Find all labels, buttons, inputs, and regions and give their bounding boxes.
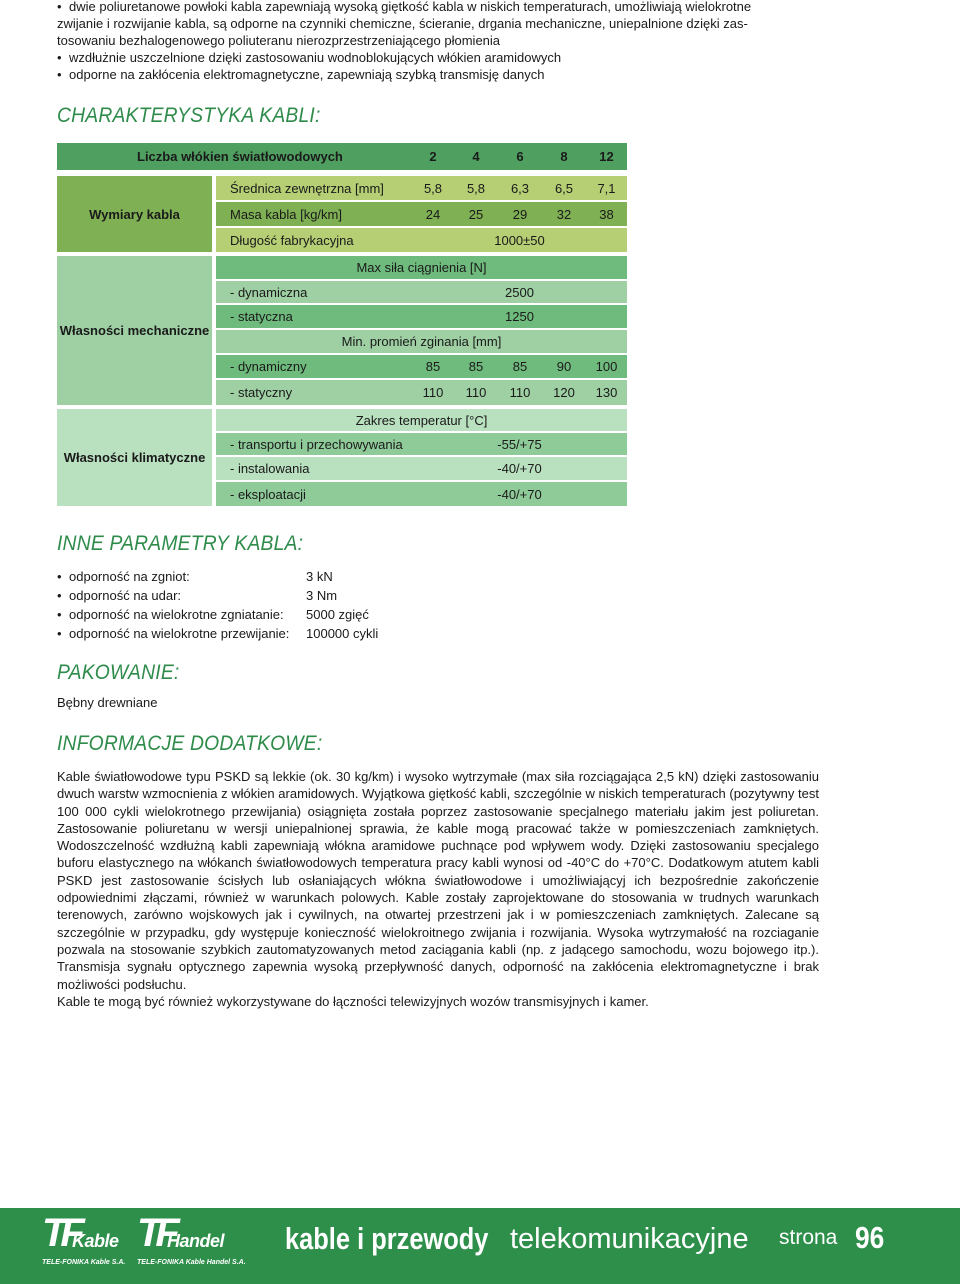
table-cell: 32 (556, 206, 572, 222)
fiber-count: 2 (429, 149, 437, 164)
param-value: 3 kN (306, 569, 333, 584)
group-dimensions: Wymiary kabla (57, 176, 212, 252)
table-cell: 7,1 (597, 180, 616, 196)
param-label: odporność na udar: (69, 588, 182, 603)
row-label: Masa kabla [kg/km] (230, 206, 342, 222)
table-cell: 110 (465, 385, 487, 400)
table-cell: 85 (425, 359, 441, 374)
param-value: 5000 zgięć (306, 607, 369, 622)
page-indicator (779, 1220, 885, 1255)
page-label: strona (779, 1226, 838, 1249)
logo-name: Handel (167, 1231, 225, 1251)
list-item: • dwie poliuretanowe powłoki kabla zapewniają wysoką giętkość kabla w niskich temperaturach, umożliwiają wielokrotne (57, 0, 777, 15)
logo-mark: TF (42, 1211, 79, 1255)
table-cell: 5,8 (466, 180, 486, 196)
table-cell: 2500 (505, 284, 534, 300)
bend-radius-subheader: Min. promień zginania [mm] (216, 330, 627, 353)
table-cell: -40/+70 (497, 461, 542, 476)
table-cell: 38 (599, 206, 614, 222)
packaging-text: Bębny drewniane (57, 695, 158, 710)
table-cell: 1000±50 (494, 232, 545, 248)
table-cell: 29 (512, 206, 528, 222)
row-label: - statyczna (230, 309, 293, 324)
table-cell: 110 (509, 385, 531, 400)
param-label: odporność na wielokrotne przewijanie: (69, 626, 290, 641)
other-params-heading: INNE PARAMETRY KABLA: (57, 532, 304, 555)
table-cell: 100 (595, 359, 618, 374)
list-item: • odporne na zakłócenia elektromagnetyczne, zapewniają szybką transmisję danych (57, 66, 777, 83)
table-cell: 90 (556, 359, 572, 374)
logo-name: Kable (72, 1231, 119, 1251)
page-number: 96 (855, 1220, 885, 1255)
row-label: Długość fabrykacyjna (230, 232, 354, 248)
list-item (57, 567, 378, 586)
row-label: Średnica zewnętrzna [mm] (230, 180, 384, 196)
info-paragraph: Kable te mogą być również wykorzystywane do łączności telewizyjnych wozów transmisyjnych i kamer. (57, 993, 649, 1009)
list-item: zwijanie i rozwijanie kabla, są odporne na czynniki chemiczne, ścieranie, drgania mechaniczne, uniepalnione dzięki zas- (57, 16, 748, 31)
table-cell: 24 (425, 206, 441, 222)
param-label: odporność na zgniot: (69, 569, 190, 584)
info-body (57, 768, 819, 1010)
footer-title-bold: kable i przewody (285, 1221, 489, 1256)
characteristics-heading: CHARAKTERYSTYKA KABLI: (57, 104, 321, 127)
row-label: - transportu i przechowywania (230, 436, 403, 452)
row-label: - instalowania (230, 461, 310, 476)
table-cell: -40/+70 (497, 486, 542, 502)
pull-force-subheader: Max siła ciągnienia [N] (216, 256, 627, 279)
table-cell: 5,8 (423, 180, 443, 196)
logo-subtitle: TELE-FONIKA Kable Handel S.A. (137, 1259, 246, 1266)
info-paragraph: Kable światłowodowe typu PSKD są lekkie (ok. 30 kg/km) i wysoko wytrzymałe (max siła rozciągająca 2,5 kN) dzięki zastosowaniu dwuch warstw wzmocnienia z włókien aramidowych. Wyjątkowa giętkość kabli, szczególnie w niskich temperaturach (pozytywny test 100 000 cykli wielokrotnego przewijania) osiągnięta została poprzez zastosowanie specjalnego materiału jakim jest poliuretan. Zastosowanie poliuretanu w wersji uniepalnionej sprawia, że kable mogą pracować także w pomieszczeniach zamkniętych. Wodoszczelność wzdłużną kabli zapewniają włókna aramidowe puchnące pod wpływem wody. Dzięki zastosowaniu specjalego buforu elastycznego na włókanch światłowodowych temperatura pracy kabli wynosi od -40°C do +70°C. Dodatkowym atutem kabli PSKD jest zastosowanie ścisłych lub osłaniających włókna światłowodowe i umożliwiającyj ich bezpośrednie zakończenie odpowiednimi złączami, również w warunkach polowych. Kable zostały zaprojektowane do stosowania w trudnych warunkach terenowych, zarówno wojskowych jak i cywilnych, na otwartej przestrzeni jak i w pomieszczeniach zamkniętych. Zalecane są szczególnie w przypadku, gdy występuje konieczność wielokroitnego zwijania i rozwijania. Wysoka wytrzymałość na rozciaganie pozwala na stosowanie szybkich zautomatyzowanych metod zaciągania kabli (np. z jadącego samochodu, wozu bojowego itp.). Transmisja sygnału optycznego zapewnia wysoką przepływność danych, odporność na zakłócenia elektromagnetyczne i brak możliwości podsłuchu. (57, 769, 819, 992)
fiber-count-label: Liczba włókien światłowodowych (137, 149, 343, 164)
packaging-heading: PAKOWANIE: (57, 661, 180, 684)
list-item: tosowaniu bezhalogenowego poliuteranu nierozprzestrzeniającego płomienia (57, 33, 501, 48)
table-cell: 85 (512, 359, 528, 374)
logo-subtitle: TELE-FONIKA Kable S.A. (42, 1259, 126, 1266)
table-cell: 85 (468, 359, 484, 374)
temperature-subheader: Zakres temperatur [°C] (216, 409, 627, 431)
table-cell: 130 (595, 385, 618, 400)
list-item: • wzdłużnie uszczelnione dzięki zastosowaniu wodnoblokujących włókien aramidowych (57, 49, 777, 66)
group-climatic: Własności klimatyczne (57, 409, 212, 506)
footer-title (285, 1221, 749, 1257)
table-cell: 110 (422, 385, 444, 400)
logo-mark: TF (137, 1211, 174, 1255)
list-item (57, 605, 378, 624)
row-label: - statyczny (230, 385, 293, 400)
table-cell: 1250 (505, 309, 534, 324)
footer-title-normal: telekomunikacyjne (510, 1223, 749, 1255)
list-item (57, 624, 378, 643)
fiber-count: 12 (599, 149, 614, 164)
table-cell: 6,5 (554, 180, 574, 196)
info-heading: INFORMACJE DODATKOWE: (57, 732, 323, 755)
other-params-list (57, 567, 378, 643)
row-label: - eksploatacji (230, 486, 306, 502)
feature-list (57, 0, 777, 83)
table-cell: 25 (468, 206, 484, 222)
param-value: 100000 cykli (306, 626, 379, 641)
fiber-count: 4 (472, 149, 480, 164)
param-label: odporność na wielokrotne zgniatanie: (69, 607, 284, 622)
table-cell: -55/+75 (497, 436, 542, 452)
table-cell: 6,3 (510, 180, 530, 196)
row-label: - dynamiczna (230, 284, 308, 300)
list-item (57, 586, 378, 605)
row-label: - dynamiczny (230, 359, 307, 374)
param-value: 3 Nm (306, 588, 338, 603)
fiber-count: 6 (516, 149, 524, 164)
group-mechanical: Własności mechaniczne (57, 256, 212, 405)
fiber-count: 8 (560, 149, 568, 164)
table-cell: 120 (553, 385, 575, 400)
